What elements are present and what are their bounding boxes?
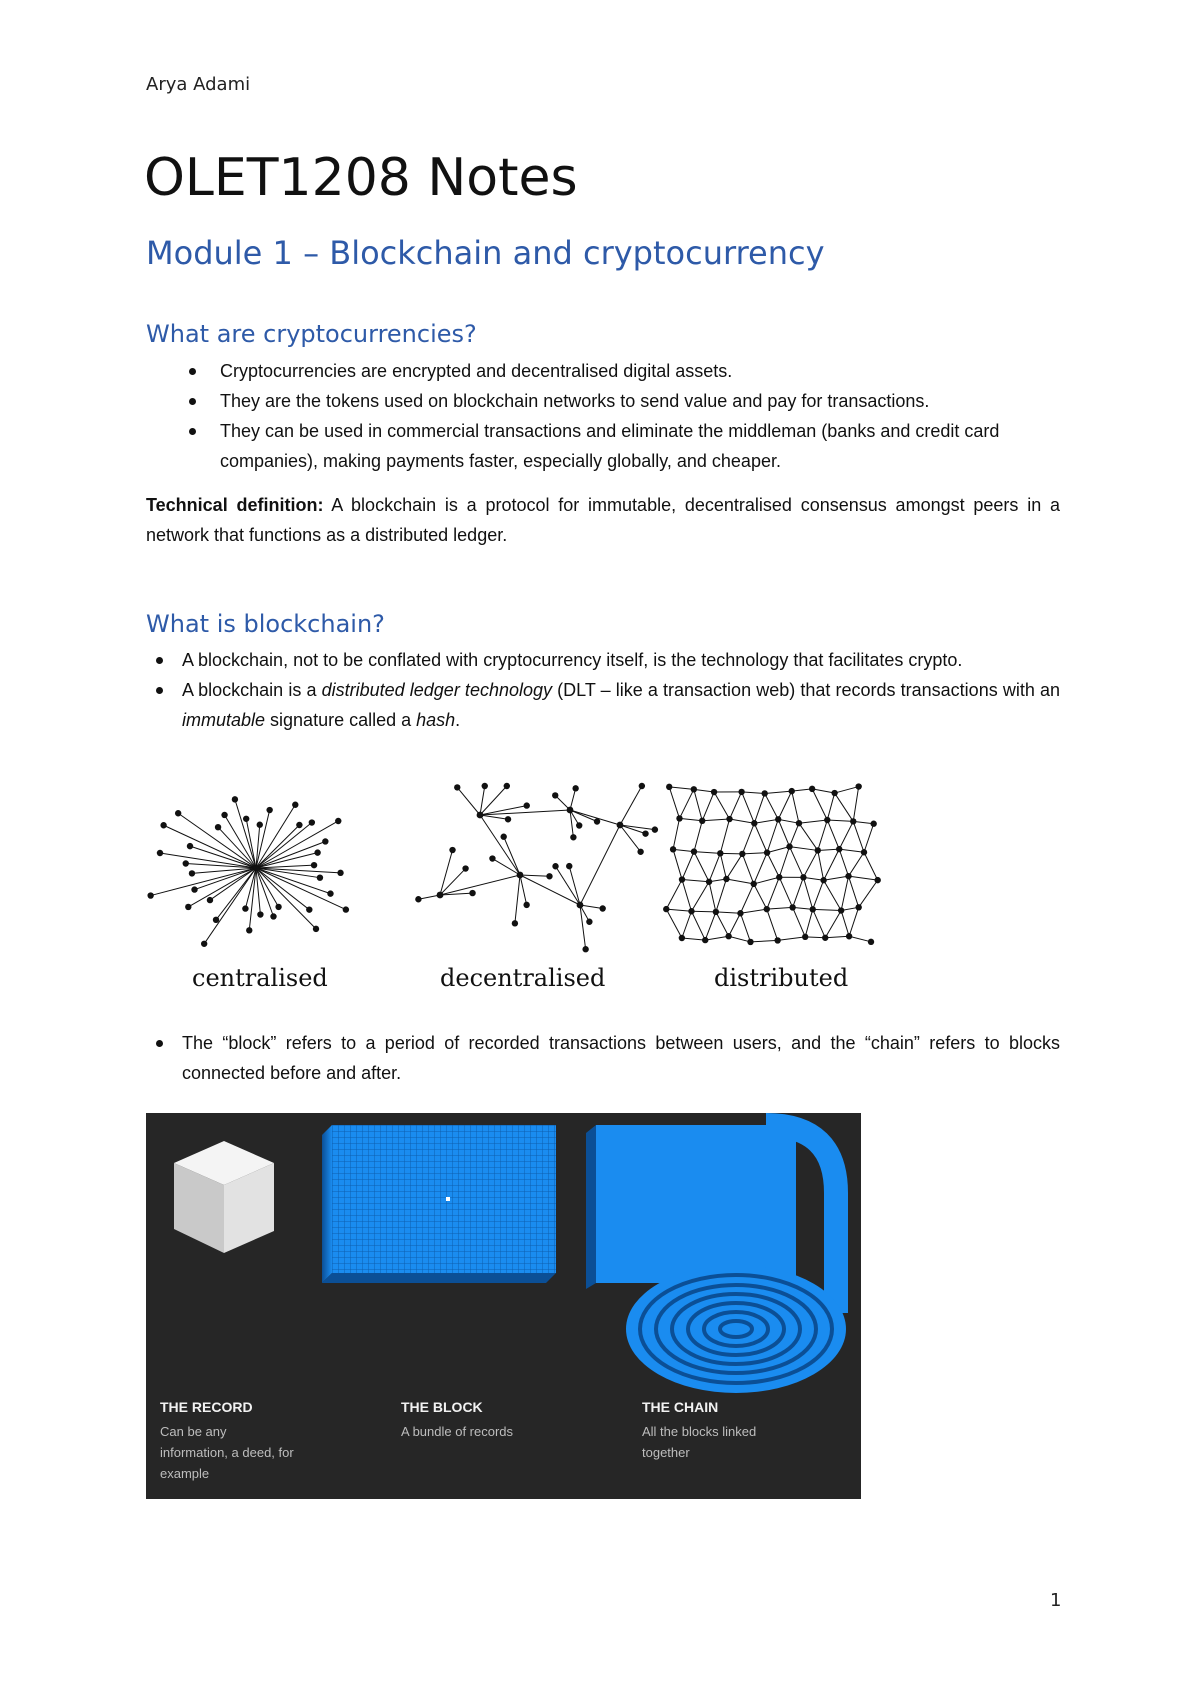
chain-label: THE CHAIN <box>642 1399 719 1415</box>
emphasis-text: immutable <box>182 710 266 730</box>
definition-text: A blockchain is a protocol for immutable, decentralised consensus amongst peers in a network that functions as a distributed ledger. <box>146 495 1060 545</box>
bullet-icon <box>189 398 196 405</box>
section-heading-cryptocurrencies: What are cryptocurrencies? <box>146 320 477 348</box>
list-item <box>220 416 1060 476</box>
network-topology-figure <box>140 780 900 1000</box>
section-heading-blockchain: What is blockchain? <box>146 610 385 638</box>
block-description <box>401 1421 513 1442</box>
text-run: A blockchain is a <box>182 680 322 700</box>
description-line: A bundle of records <box>401 1424 514 1439</box>
description-line: together <box>642 1445 690 1460</box>
technical-definition <box>146 490 1060 550</box>
list-item <box>182 1028 1060 1088</box>
module-heading: Module 1 – Blockchain and cryptocurrency <box>146 234 825 272</box>
list-item-text: They can be used in commercial transactions and eliminate the middleman (banks and credit card companies), making payments faster, especially globally, and cheaper. <box>220 421 1000 471</box>
block-grid-icon <box>322 1125 556 1283</box>
list-item-text: The “block” refers to a period of recorded transactions between users, and the “chain” refers to blocks connected before and after. <box>182 1033 1060 1083</box>
list-item <box>182 675 1060 735</box>
network-diagrams <box>140 780 900 960</box>
list-item <box>182 645 1060 675</box>
block-definition-list <box>0 1028 1060 1088</box>
description-line: Can be any <box>160 1424 227 1439</box>
bullet-icon <box>156 1040 163 1047</box>
record-description <box>160 1421 294 1484</box>
emphasis-text: hash <box>416 710 456 730</box>
list-item-text: A blockchain, not to be conflated with cryptocurrency itself, is the technology that facilitates crypto. <box>182 650 963 670</box>
bullet-icon <box>189 428 196 435</box>
text-run: . <box>455 710 461 730</box>
bullet-icon <box>156 657 163 664</box>
list-item-text: They are the tokens used on blockchain networks to send value and pay for transactions. <box>220 391 930 411</box>
blockchain-bullet-list <box>0 645 1060 735</box>
bullet-icon <box>189 368 196 375</box>
document-title: OLET1208 Notes <box>144 148 578 208</box>
block-label: THE BLOCK <box>401 1399 483 1415</box>
description-line: All the blocks linked <box>642 1424 757 1439</box>
page-number: 1 <box>1050 1590 1062 1611</box>
bullet-icon <box>156 687 163 694</box>
emphasis-text: distributed ledger technology <box>321 680 553 700</box>
record-cube-icon <box>174 1141 274 1253</box>
description-line: information, a deed, for <box>160 1445 294 1460</box>
caption-decentralised: decentralised <box>440 964 606 992</box>
list-item <box>220 386 1060 416</box>
description-line: example <box>160 1466 210 1481</box>
caption-centralised: centralised <box>192 964 328 992</box>
text-run: (DLT – like a transaction web) that records transactions with an <box>552 680 1060 700</box>
text-run: signature called a <box>265 710 417 730</box>
cryptocurrency-bullet-list <box>0 356 1000 476</box>
record-block-chain-illustration <box>146 1113 861 1413</box>
definition-label: Technical definition: <box>146 495 324 515</box>
list-item-text: Cryptocurrencies are encrypted and decentralised digital assets. <box>220 361 733 381</box>
chain-roll-icon <box>586 1125 846 1393</box>
author-name: Arya Adami <box>146 74 251 95</box>
list-item-text <box>182 680 1060 730</box>
record-block-chain-figure <box>146 1113 861 1499</box>
record-label: THE RECORD <box>160 1399 253 1415</box>
list-item <box>220 356 1060 386</box>
caption-distributed: distributed <box>714 964 849 992</box>
chain-description <box>642 1421 756 1463</box>
